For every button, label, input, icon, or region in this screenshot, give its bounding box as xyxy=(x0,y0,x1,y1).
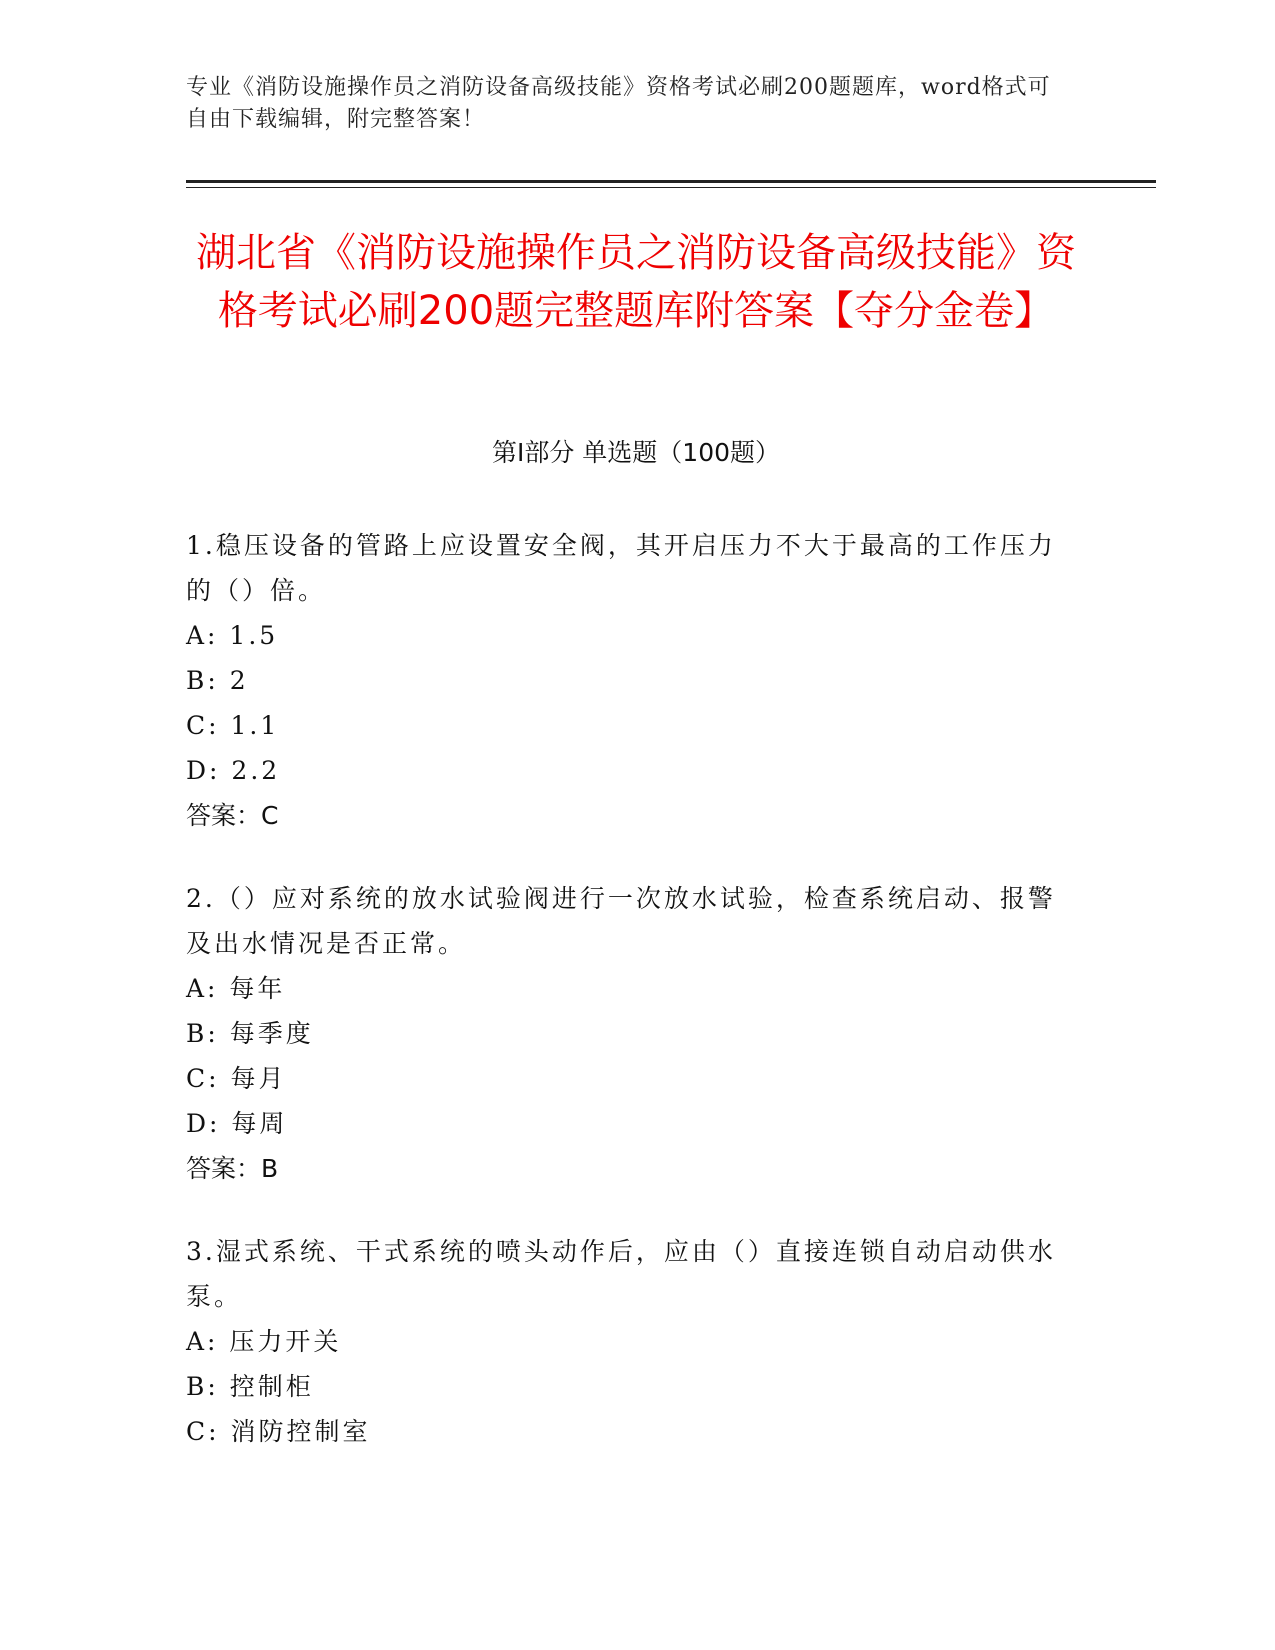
option-a: A: 压力开关 xyxy=(186,1327,342,1356)
option-d: D: 每周 xyxy=(186,1109,288,1138)
question-list xyxy=(186,523,1066,1492)
option-b: B: 每季度 xyxy=(186,1019,314,1048)
question-stem: 3.湿式系统、干式系统的喷头动作后，应由（）直接连锁自动启动供水泵。 xyxy=(186,1237,1056,1311)
document-title: 湖北省《消防设施操作员之消防设备高级技能》资格考试必刷200题完整题库附答案【夺分金卷】 xyxy=(196,230,1076,334)
header-note: 专业《消防设施操作员之消防设备高级技能》资格考试必刷200题题库，word格式可自由下载编辑，附完整答案！ xyxy=(186,75,1051,132)
option-a: A: 1.5 xyxy=(186,621,279,650)
section-title: 第I部分 单选题（100题） xyxy=(491,438,781,467)
option-c: C: 每月 xyxy=(186,1064,287,1093)
answer: 答案：C xyxy=(186,801,279,830)
question-stem: 2.（）应对系统的放水试验阀进行一次放水试验，检查系统启动、报警及出水情况是否正常。 xyxy=(186,884,1056,958)
question-1 xyxy=(186,523,1066,838)
option-d: D: 2.2 xyxy=(186,756,281,785)
option-c: C: 1.1 xyxy=(186,711,280,740)
answer: 答案：B xyxy=(186,1154,279,1183)
option-b: B: 控制柜 xyxy=(186,1372,314,1401)
option-a: A: 每年 xyxy=(186,974,286,1003)
option-b: B: 2 xyxy=(186,666,249,695)
header-divider-thick xyxy=(186,180,1156,183)
option-c: C: 消防控制室 xyxy=(186,1417,371,1446)
question-2 xyxy=(186,876,1066,1191)
question-3 xyxy=(186,1229,1066,1454)
header-divider-thin xyxy=(186,187,1156,188)
question-stem: 1.稳压设备的管路上应设置安全阀，其开启压力不大于最高的工作压力的（）倍。 xyxy=(186,531,1056,605)
